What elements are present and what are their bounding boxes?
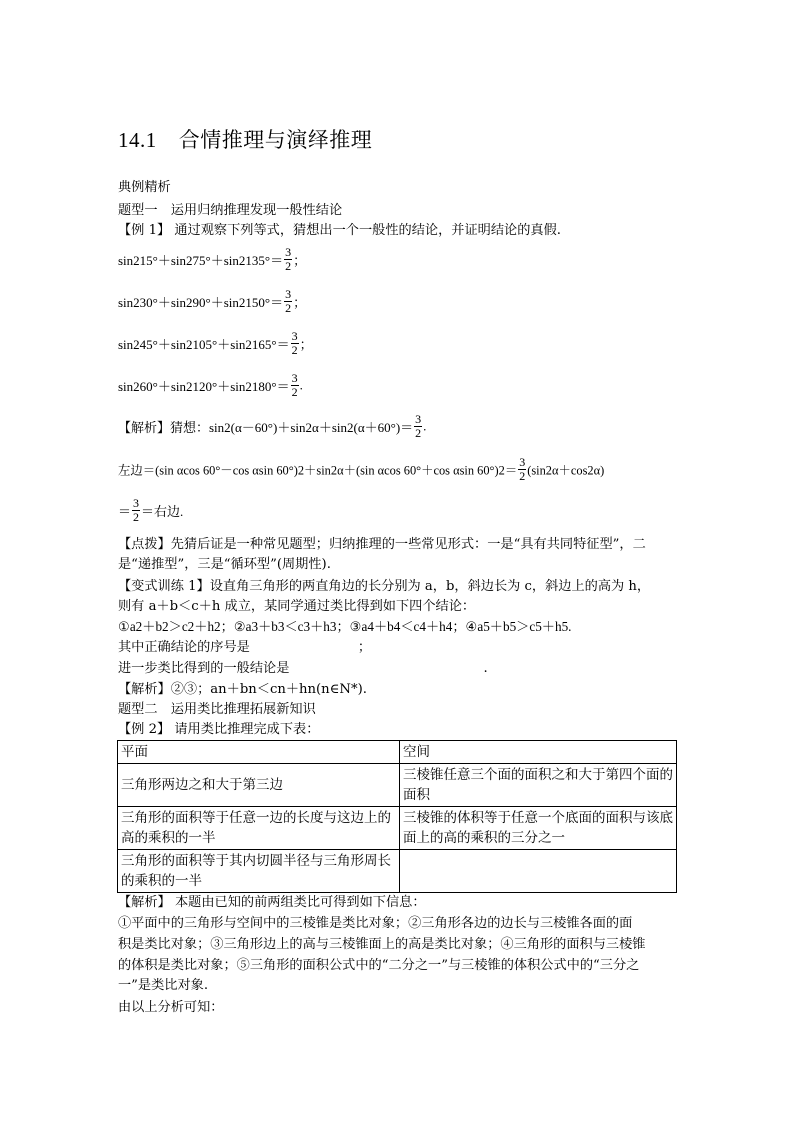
type-two-heading: 题型二 运用类比推理拓展新知识 [118,702,316,717]
type-one-heading: 题型一 运用归纳推理发现一般性结论 [118,203,343,218]
analysis-two-line-2: ①平面中的三角形与空间中的三棱锥是类比对象；②三角形各边的边长与三棱锥各面的面 [118,916,633,931]
analysis-two-line-4: 的体积是类比对象；⑤三角形的面积公式中的“二分之一”与三棱锥的体积公式中的“三分之 [118,958,640,973]
table-cell: 三棱锥的体积等于任意一个底面的面积与该底面上的高的乘积的三分之一 [400,807,677,850]
table-header-plane: 平面 [118,741,400,764]
fraction: $\frac{3}{2}$ [415,412,422,440]
section-heading: 典例精析 [118,180,171,195]
table-header-space: 空间 [400,741,677,764]
example-one: 【例 1】 通过观察下列等式，猜想出一个一般性的结论，并证明结论的真假. [118,223,561,238]
variant-line-3: ①a2＋b2＞c2＋h2；②a3＋b3＜c3＋h3；③a4＋b4＜c4＋h4；④a5＋b5＞c5＋h5. [118,619,572,634]
analogy-table [117,740,677,893]
table-row [118,764,677,807]
fraction: $\frac{3}{2}$ [291,329,298,357]
table-row [118,807,677,850]
fraction: $\frac{3}{2}$ [291,371,298,399]
variant-line-2: 则有 a＋b＜c＋h 成立，某同学通过类比得到如下四个结论： [118,599,476,614]
table-cell: 三角形的面积等于其内切圆半径与三角形周长的乘积的一半 [118,850,400,893]
table-cell-empty [400,850,677,893]
analysis-one: 【解析】猜想：sin2(α－60°)＋sin2α＋sin2(α＋60°)＝ $\frac{3}{2}$ . [118,412,427,440]
fraction: $\frac{3}{2}$ [285,245,292,273]
table-cell: 三角形两边之和大于第三边 [118,764,400,807]
equation-2: sin230°＋sin290°＋sin2150°＝ $\frac{3}{2}$ ； [118,287,307,315]
variant-line-4: 其中正确结论的序号是 ； [118,640,372,655]
section-number: 14.1 [118,128,157,152]
analysis-two-line-3: 积是类比对象；③三角形边上的高与三棱锥面上的高是类比对象；④三角形的面积与三棱锥 [118,937,646,952]
table-row [118,741,677,764]
example-two: 【例 2】 请用类比推理完成下表： [118,722,320,737]
analysis-two-line-1: 【解析】 本题由已知的前两组类比可得到如下信息： [118,895,426,910]
analysis-two-line-6: 由以上分析可知： [118,1000,224,1015]
fraction: $\frac{3}{2}$ [285,287,292,315]
proof-line-1: 左边＝(sin αcos 60°－cos αsin 60°)2＋sin2α＋(sin αcos 60°＋cos αsin 60°)2＝ $\frac{3}{2}$ (sin2α＋cos2α) [118,455,605,483]
title-text: 合情推理与演绎推理 [178,128,373,152]
table-cell: 三角形的面积等于任意一边的长度与这边上的高的乘积的一半 [118,807,400,850]
page-title [118,124,372,154]
variant-line-5: 进一步类比得到的一般结论是 . [118,661,488,676]
fraction: $\frac{3}{2}$ [133,496,140,524]
tip-line-1: 【点拨】先猜后证是一种常见题型；归纳推理的一些常见形式：一是“具有共同特征型”，二 [118,537,646,552]
equation-1: sin215°＋sin275°＋sin2135°＝ $\frac{3}{2}$ ； [118,245,307,273]
variant-line-1: 【变式训练 1】设直角三角形的两直角边的长分别为 a，b，斜边长为 c，斜边上的高为 h， [118,579,651,594]
proof-line-2: ＝ $\frac{3}{2}$ ＝右边. [118,496,184,524]
equation-3: sin245°＋sin2105°＋sin2165°＝ $\frac{3}{2}$ ； [118,329,313,357]
table-row [118,850,677,893]
table-cell: 三棱锥任意三个面的面积之和大于第四个面的面积 [400,764,677,807]
tip-line-2: 是“递推型”，三是“循环型”(周期性). [118,557,331,572]
analysis-two-line-5: 一”是类比对象. [118,978,209,993]
answer-one: 【解析】②③；an＋bn＜cn＋hn(n∈N*). [118,682,367,697]
fraction: $\frac{3}{2}$ [519,455,526,483]
equation-4: sin260°＋sin2120°＋sin2180°＝ $\frac{3}{2}$ . [118,371,303,399]
